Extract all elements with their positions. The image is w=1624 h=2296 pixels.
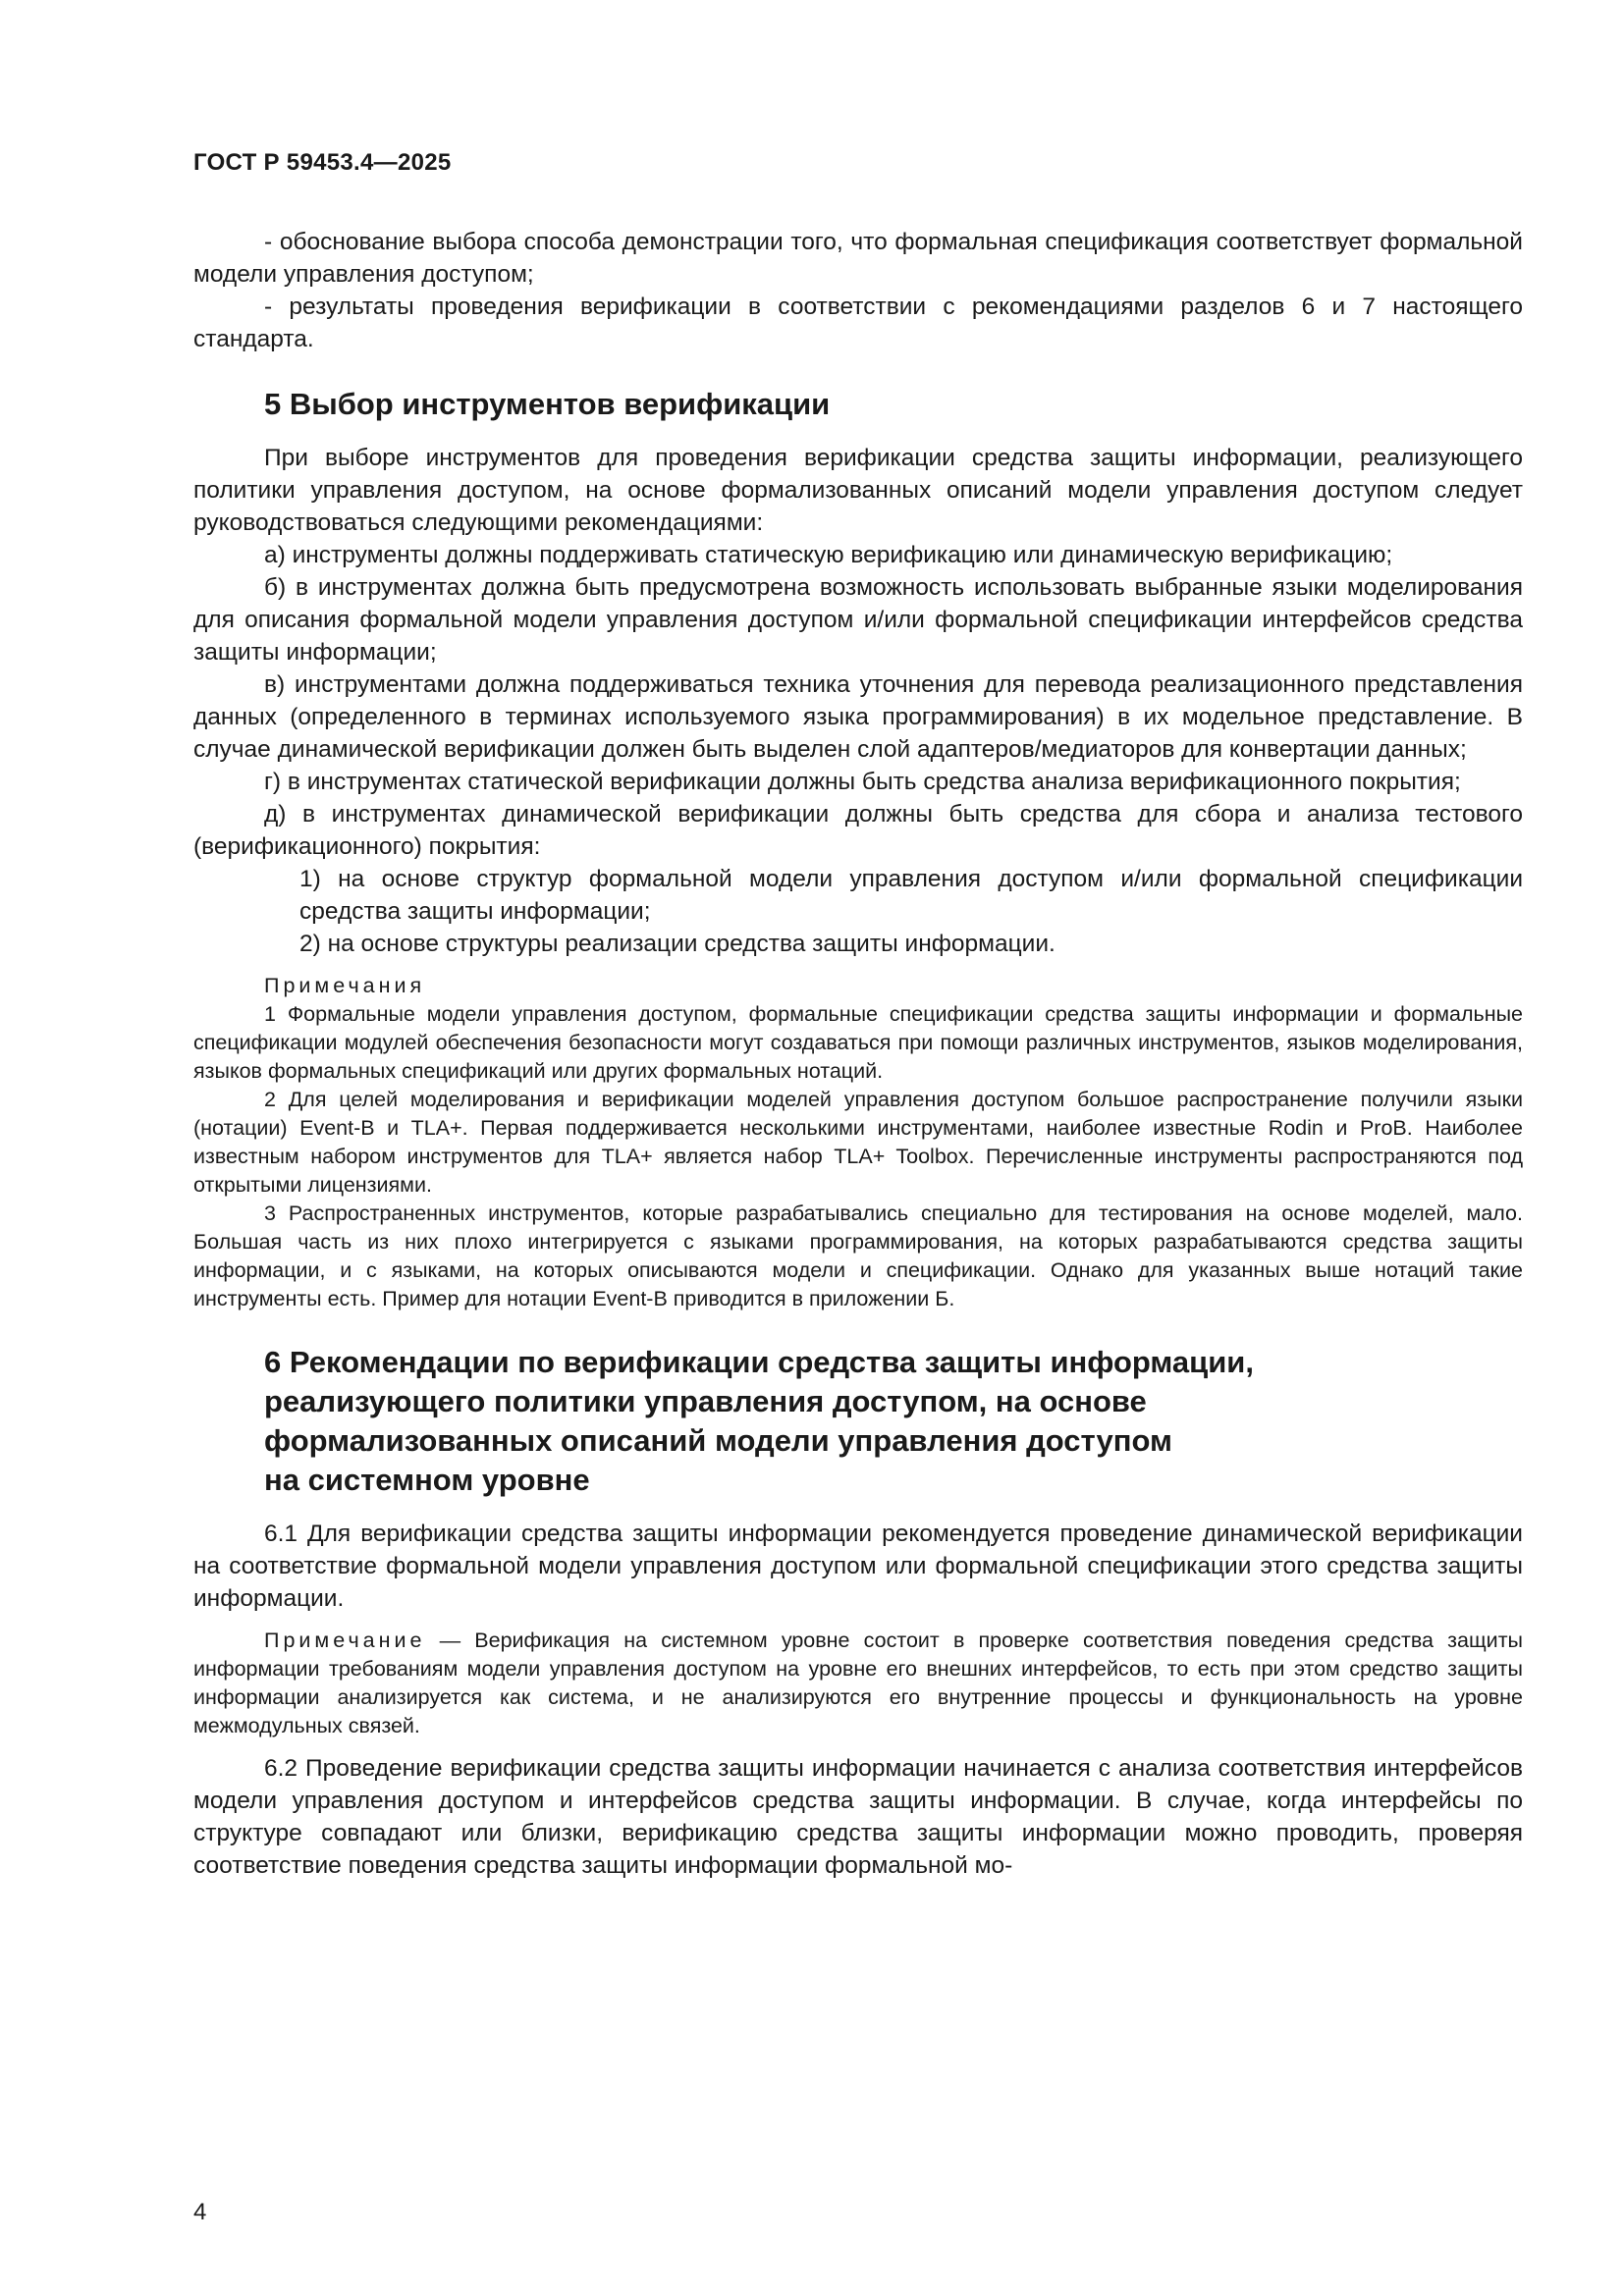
note-item: 1 Формальные модели управления доступом, формальные спецификации средства защиты информации и формальные спецификации модулей обеспечения безопасности могут создаваться при помощи различных инструментов, языков моделирования, языков формальных спецификаций или других формальных нотаций. — [193, 1002, 1523, 1083]
section-6-heading-line: реализующего политики управления доступом, на основе — [264, 1384, 1147, 1418]
paragraph-6-1: 6.1 Для верификации средства защиты информации рекомендуется проведение динамической верификации на соответствие формальной модели управления доступом или формальной спецификации этого средства защиты информации. — [193, 1521, 1523, 1612]
list-item: д) в инструментах динамической верификации должны быть средства для сбора и анализа тестового (верификационного) покрытия: — [193, 801, 1523, 860]
section-5-intro: При выборе инструментов для проведения верификации средства защиты информации, реализующего политики управления доступом, на основе формализованных описаний модели управления доступом следует руководствоваться следующими рекомендациями: — [193, 445, 1523, 536]
section-6-heading-line: формализованных описаний модели управления доступом — [264, 1423, 1172, 1458]
section-6-heading-line: 6 Рекомендации по верификации средства защиты информации, — [264, 1345, 1254, 1379]
page-number: 4 — [193, 2199, 207, 2225]
intro-item: - результаты проведения верификации в соответствии с рекомендациями разделов 6 и 7 настоящего стандарта. — [193, 294, 1523, 352]
list-item: в) инструментами должна поддерживаться техника уточнения для перевода реализационного представления данных (определенного в терминах используемого языка программирования) в их модельное представление. В случае динамической верификации должен быть выделен слой адаптеров/медиаторов для конвертации данных; — [193, 671, 1523, 763]
paragraph-6-2: 6.2 Проведение верификации средства защиты информации начинается с анализа соответствия интерфейсов модели управления доступом и интерфейсов средства защиты информации. В случае, когда интерфейсы по структуре совпадают или близки, верификацию средства защиты информации можно проводить, проверяя соответствие поведения средства защиты информации формальной мо- — [193, 1755, 1523, 1879]
list-item: а) инструменты должны поддерживать статическую верификацию или динамическую верификацию; — [264, 542, 1393, 568]
document-code: ГОСТ Р 59453.4—2025 — [193, 149, 452, 176]
section-5-heading: 5 Выбор инструментов верификации — [264, 387, 831, 421]
sub-list-item: 2) на основе структуры реализации средства защиты информации. — [299, 931, 1056, 957]
section-6-note — [193, 1627, 1523, 1740]
intro-item: - обоснование выбора способа демонстрации того, что формальная спецификация соответствует формальной модели управления доступом; — [193, 229, 1523, 288]
page-content — [193, 226, 1523, 1882]
list-item: г) в инструментах статической верификации должны быть средства анализа верификационного покрытия; — [264, 769, 1461, 795]
note-text: — Верификация на системном уровне состоит в проверке соответствия поведения средства защиты информации требованиям модели управления доступом на уровне его внешних интерфейсов, то есть при этом средство защиты информации анализируется как система, и не анализируются его внутренние процессы и функциональность на уровне межмодульных связей. — [193, 1629, 1523, 1737]
section-6-heading — [193, 1343, 1523, 1500]
list-item: б) в инструментах должна быть предусмотрена возможность использовать выбранные языки моделирования для описания формальной модели управления доступом и/или формальной спецификации интерфейсов средства защиты информации; — [193, 574, 1523, 666]
note-item: 3 Распространенных инструментов, которые разрабатывались специально для тестирования на основе моделей, мало. Большая часть из них плохо интегрируется с языками программирования, на которых разрабатываются средства защиты информации, и с языками, на которых описываются модели и спецификации. Однако для указанных выше нотаций такие инструменты есть. Пример для нотации Event-B приводится в приложении Б. — [193, 1201, 1523, 1310]
note-label: Примечание — [264, 1629, 426, 1652]
notes-label: Примечания — [264, 974, 426, 997]
note-item: 2 Для целей моделирования и верификации моделей управления доступом большое распространение получили языки (нотации) Event-B и TLA+. Первая поддерживается несколькими инструментами, наиболее известные Rodin и ProB. Наиболее известным набором инструментов для TLA+ является набор TLA+ Toolbox. Перечисленные инструменты распространяются под открытыми лицензиями. — [193, 1088, 1523, 1197]
sub-list-item: 1) на основе структур формальной модели управления доступом и/или формальной спецификации средства защиты информации; — [299, 866, 1523, 925]
section-6-heading-line: на системном уровне — [264, 1463, 590, 1497]
